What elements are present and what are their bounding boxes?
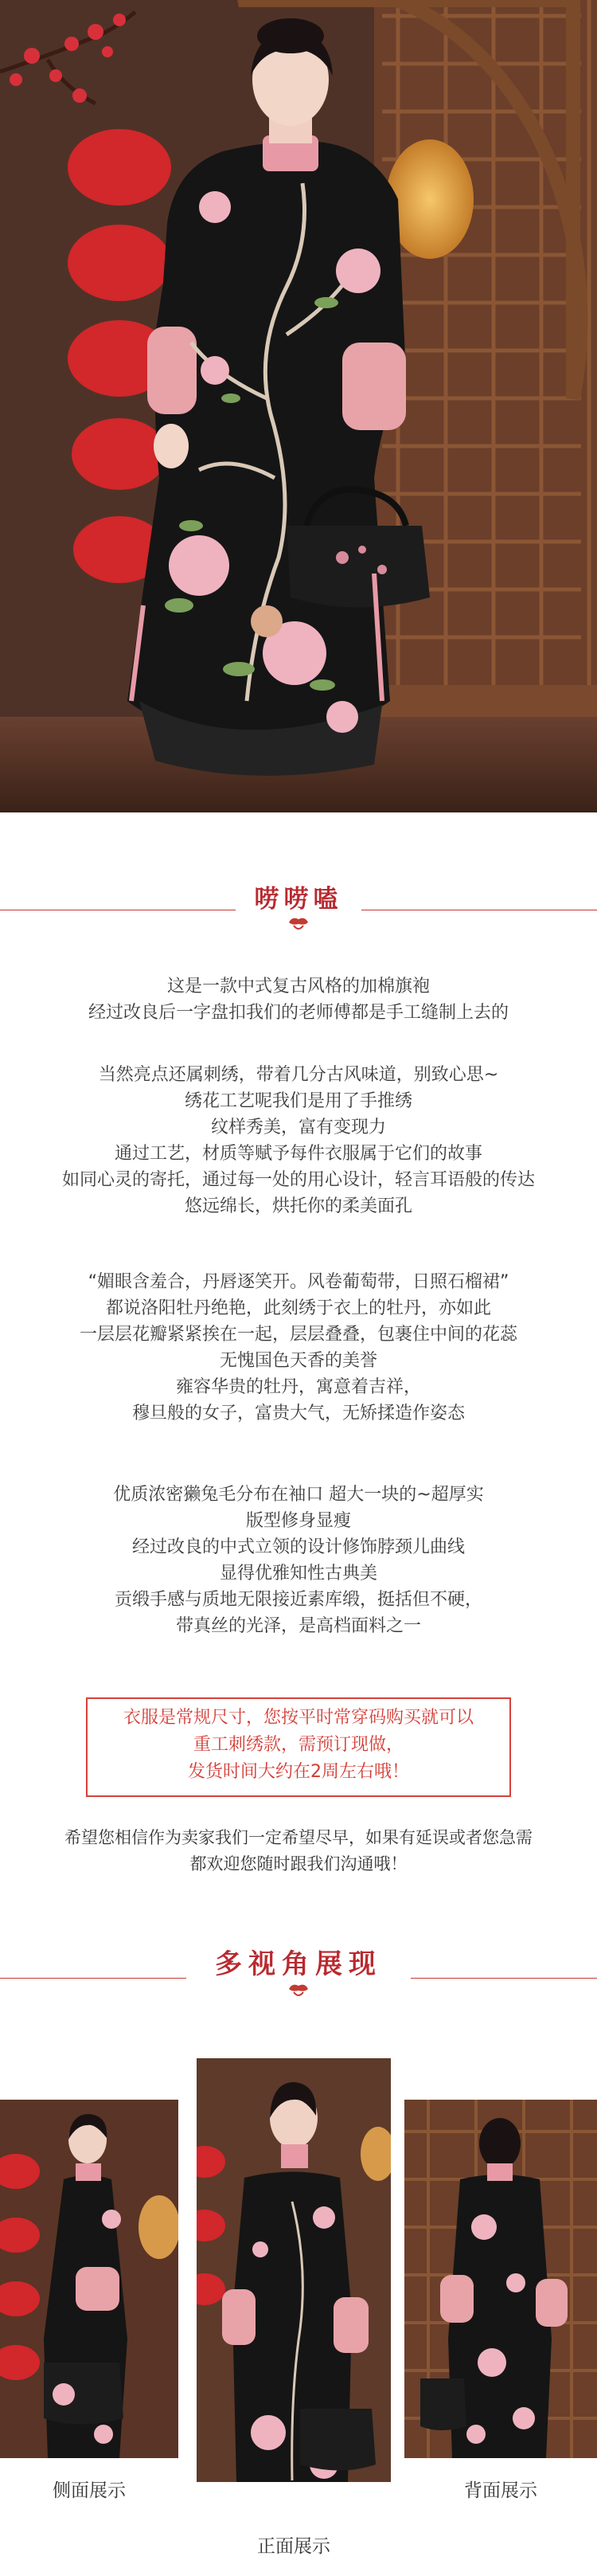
text-line: “媚眼含羞合，丹唇逐笑开。风卷葡萄带，日照石榴裙”: [88, 1272, 509, 1292]
text-line: 这是一款中式复古风格的加棉旗袍: [166, 977, 430, 996]
text-line: 悠远绵长，烘托你的柔美面孔: [184, 1196, 412, 1216]
section-title-chat: 唠唠嗑: [254, 885, 343, 914]
text-line: 如同心灵的寄托，通过每一处的用心设计，轻言耳语般的传达: [61, 1170, 535, 1190]
side-view-photo: [0, 2100, 178, 2458]
text-line: 都说洛阳牡丹绝艳，此刻绣于衣上的牡丹，亦如此: [105, 1298, 491, 1318]
section-title-multi-view: 多视角展现: [215, 1948, 382, 1980]
notice-line: 发货时间大约在2周左右哦！: [188, 1762, 409, 1782]
peony-paragraph: [0, 1269, 597, 1427]
caption-back-view: 背面展示: [464, 2480, 537, 2501]
embroidery-paragraph: [0, 1062, 597, 1219]
notice-line: 重工刺绣款，需预订现做，: [193, 1735, 404, 1755]
intro-paragraph: [0, 973, 597, 1026]
caption-side-view: 侧面展示: [53, 2480, 126, 2501]
text-line: 优质浓密獭兔毛分布在袖口 超大一块的~超厚实: [113, 1485, 484, 1505]
text-line: 绣花工艺呢我们是用了手推绣: [184, 1091, 412, 1111]
cloud-ornament-icon: [286, 914, 311, 932]
text-line: 纹样秀美，富有变现力: [210, 1118, 386, 1137]
text-line: 都欢迎您随时跟我们沟通哦！: [189, 1854, 408, 1873]
text-line: 版型修身显瘦: [245, 1511, 351, 1531]
right-cuff: [342, 343, 406, 430]
text-line: 当然亮点还属刺绣，带着几分古风味道，别致心思~: [98, 1065, 499, 1085]
text-line: 希望您相信作为卖家我们一定希望尽早，如果有延误或者您急需: [64, 1828, 533, 1847]
text-line: 显得优雅知性古典美: [219, 1564, 377, 1584]
sizing-notice-box: [86, 1697, 511, 1797]
model-illustration: [0, 0, 597, 812]
cloud-ornament-icon: [286, 1981, 311, 1999]
text-line: 雍容华贵的牡丹，寓意着吉祥，: [175, 1377, 421, 1397]
text-line: 通过工艺，材质等赋予每件衣服属于它们的故事: [114, 1144, 482, 1164]
contact-message: [16, 1825, 581, 1877]
text-line: 贡缎手感与质地无限接近素库缎，挺括但不硬，: [114, 1590, 482, 1610]
caption-front-view: 正面展示: [257, 2536, 330, 2557]
handbag: [287, 526, 430, 608]
text-line: 无愧国色天香的美誉: [219, 1351, 377, 1371]
text-line: 一层层花瓣紧紧挨在一起，层层叠叠，包裹住中间的花蕊: [79, 1325, 517, 1345]
text-line: 经过改良后一字盘扣我们的老师傅都是手工缝制上去的: [88, 1003, 509, 1023]
text-line: 带真丝的光泽，是高档面料之一: [175, 1616, 421, 1636]
back-view-photo: [404, 2100, 597, 2458]
text-line: 经过改良的中式立领的设计修饰脖颈儿曲线: [131, 1537, 465, 1557]
front-view-photo: [197, 2058, 391, 2482]
left-cuff: [147, 327, 197, 414]
text-line: 穆旦般的女子，富贵大气，无矫揉造作姿态: [131, 1403, 465, 1423]
hero-product-photo: [0, 0, 597, 812]
material-paragraph: [0, 1482, 597, 1639]
notice-line: 衣服是常规尺寸，您按平时常穿码购买就可以: [123, 1708, 474, 1728]
